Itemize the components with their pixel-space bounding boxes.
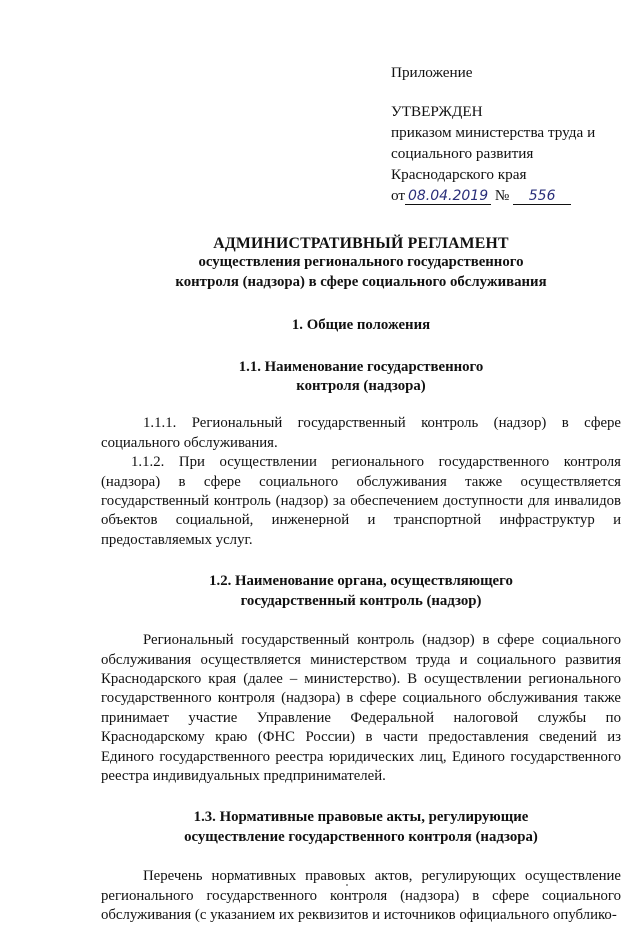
section-1-heading: 1. Общие положения: [291, 317, 431, 334]
order-number: 556: [513, 188, 571, 205]
section-1-3-heading-line-1: 1.3. Нормативные правовые акты, регулирующие: [193, 809, 529, 826]
appendix-label: Приложение: [391, 64, 473, 81]
document-subtitle-line-2: контроля (надзора) в сфере социального обслуживания: [175, 273, 547, 290]
section-1-2-heading-line-1: 1.2. Наименование органа, осуществляющего: [209, 573, 513, 590]
document-title: АДМИНИСТРАТИВНЫЙ РЕГЛАМЕНТ: [213, 235, 509, 252]
section-1-2-heading-line-2: государственный контроль (надзор): [240, 592, 482, 609]
document-body: [101, 234, 621, 925]
document-subtitle-line-1: осуществления регионального государственного: [198, 254, 524, 271]
order-date-number-line: [391, 185, 621, 206]
section-1-3-heading-line-2: осуществление государственного контроля (надзора): [184, 828, 538, 845]
from-label: от: [391, 187, 406, 204]
section-1-1-heading-line-1: 1.1. Наименование государственного: [238, 358, 484, 375]
paragraph-1-2: Региональный государственный контроль (надзор) в сфере социального обслуживания осуществляется министерством труда и социального развития Краснодарского края (далее – министерство). В осуществлении регионального государственного контроля (надзора) в сфере социального обслуживания также принимает участие Управление Федеральной налоговой службы по Краснодарскому краю (ФНС России) в части предоставления сведений из Единого государственного реестра юридических лиц, Единого государственного реестра индивидуальных предпринимателей.: [101, 632, 621, 784]
paragraph-1-3: Перечень нормативных правовых актов, регулирующих осуществление регионального государственного контроля (надзора) в сфере социального обслуживания (с указанием их реквизитов и источников официального опублико-: [101, 868, 621, 923]
page-mark: [346, 884, 348, 886]
number-label: №: [494, 187, 510, 204]
order-date: 08.04.2019: [405, 188, 491, 205]
approval-line-2: социального развития: [391, 145, 534, 162]
paragraph-1-1-2: 1.1.2. При осуществлении регионального государственного контроля (надзора) в сфере социального обслуживания также осуществляется государственный контроль (надзор) за обеспечением доступности для инвалидов объектов социальной, инженерной и транспортной инфраструктур и предоставляемых услуг.: [101, 454, 621, 548]
approved-label: УТВЕРЖДЕН: [391, 103, 483, 120]
approval-line-1: приказом министерства труда и: [391, 124, 596, 141]
paragraph-1-1-1: 1.1.1. Региональный государственный контроль (надзор) в сфере социального обслуживания.: [101, 415, 621, 451]
approval-block: [391, 62, 621, 206]
approval-line-3: Краснодарского края: [391, 166, 527, 183]
section-1-1-heading-line-2: контроля (надзора): [296, 378, 426, 395]
